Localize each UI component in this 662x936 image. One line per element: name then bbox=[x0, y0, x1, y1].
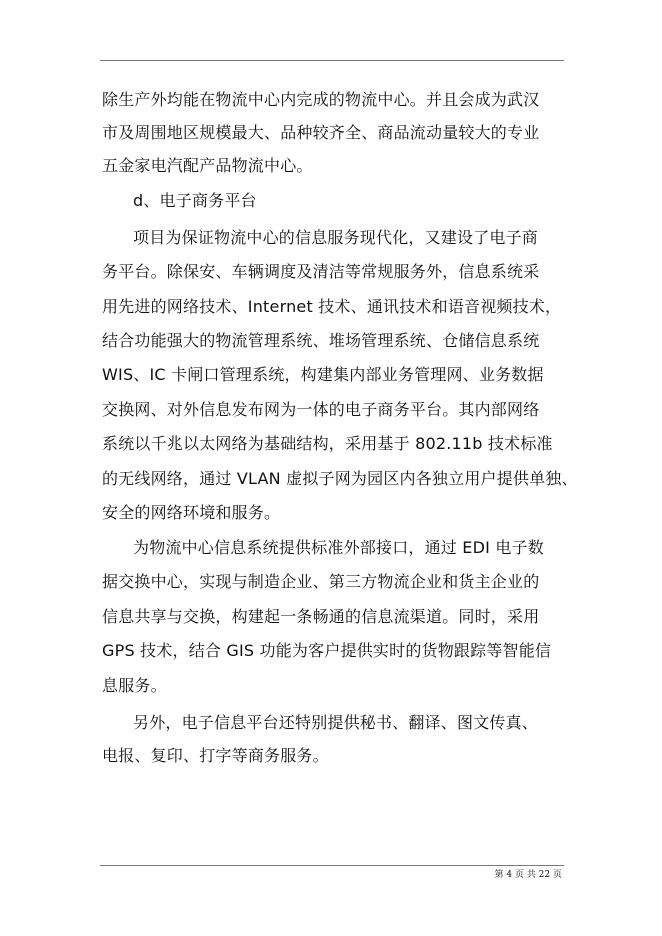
section-heading: d、电子商务平台 bbox=[133, 191, 257, 210]
text-line: WIS、IC 卡闸口管理系统，构建集内部业务管理网、业务数据 bbox=[102, 365, 544, 384]
text-line: 项目为保证物流中心的信息服务现代化，又建设了电子商 bbox=[133, 228, 539, 247]
text-line: 的无线网络，通过 VLAN 虚拟子网为园区内各独立用户提供单独、 bbox=[102, 469, 578, 488]
text-line: 结合功能强大的物流管理系统、堆场管理系统、仓储信息系统 bbox=[102, 331, 540, 350]
text-line: 交换网、对外信息发布网为一体的电子商务平台。其内部网络 bbox=[102, 400, 540, 419]
text-line: 为物流中心信息系统提供标准外部接口，通过 EDI 电子数 bbox=[133, 538, 544, 557]
text-line: 五金家电汽配产品物流中心。 bbox=[102, 156, 313, 175]
page-number: 第 4 页 共 22 页 bbox=[494, 870, 562, 880]
text-line: 安全的网络环境和服务。 bbox=[102, 503, 281, 522]
footer-rule bbox=[100, 865, 564, 866]
text-line: 系统以千兆以太网络为基础结构，采用基于 802.11b 技术标准 bbox=[102, 434, 553, 453]
text-line: 息服务。 bbox=[102, 676, 167, 695]
header-rule bbox=[100, 60, 564, 61]
text-line: 信息共享与交换，构建起一条畅通的信息流渠道。同时，采用 bbox=[102, 607, 540, 626]
text-line: 用先进的网络技术、Internet 技术、通讯技术和语音视频技术， bbox=[102, 297, 562, 316]
text-line: 据交换中心，实现与制造企业、第三方物流企业和货主企业的 bbox=[102, 572, 540, 591]
text-line: GPS 技术，结合 GIS 功能为客户提供实时的货物跟踪等智能信 bbox=[102, 641, 552, 660]
text-line: 电报、复印、打字等商务服务。 bbox=[102, 746, 329, 765]
text-line: 另外，电子信息平台还特别提供秘书、翻译、图文传真、 bbox=[133, 713, 539, 732]
text-line: 市及周围地区规模最大、品种较齐全、商品流动量较大的专业 bbox=[102, 123, 540, 142]
text-line: 务平台。除保安、车辆调度及清洁等常规服务外，信息系统采 bbox=[102, 262, 540, 281]
text-line: 除生产外均能在物流中心内完成的物流中心。并且会成为武汉 bbox=[102, 90, 540, 109]
